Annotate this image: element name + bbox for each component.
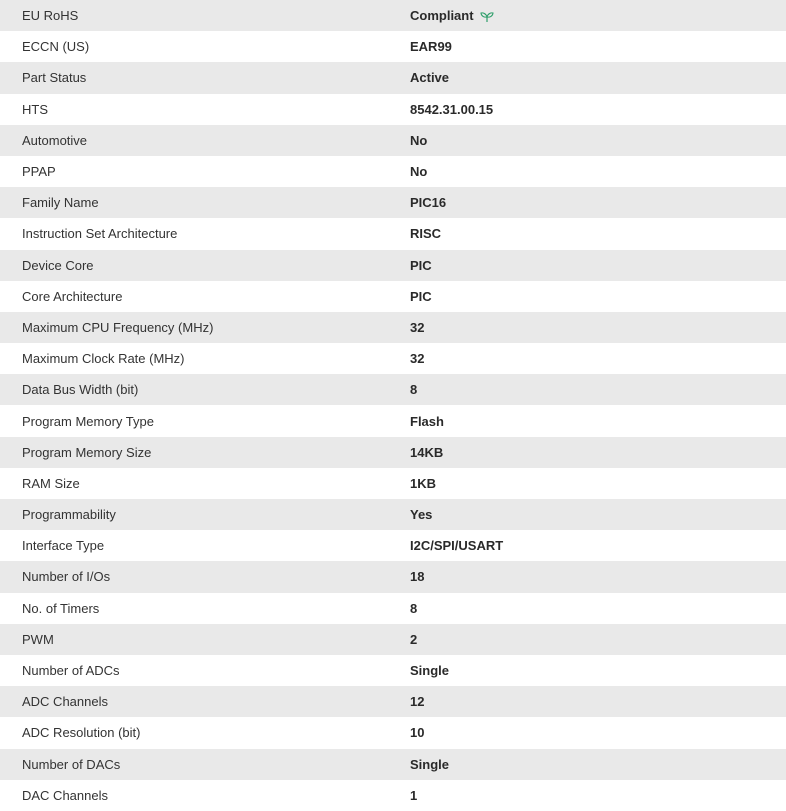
spec-label: RAM Size <box>22 475 80 491</box>
spec-row-core-architecture <box>0 281 786 312</box>
spec-row-ppap <box>0 156 786 187</box>
spec-row-programmability <box>0 499 786 530</box>
spec-row-program-memory-type <box>0 405 786 436</box>
spec-value: 1KB <box>410 475 437 491</box>
spec-row-hts <box>0 94 786 125</box>
spec-value: No <box>410 164 428 180</box>
spec-value: Active <box>410 70 450 86</box>
spec-label: EU RoHS <box>22 8 79 24</box>
spec-label: Automotive <box>22 132 88 148</box>
spec-value: RISC <box>410 226 442 242</box>
spec-value: 10 <box>410 725 425 741</box>
spec-value: Compliant <box>410 8 474 24</box>
spec-label: Instruction Set Architecture <box>22 226 178 242</box>
spec-value: Yes <box>410 507 433 523</box>
spec-row-number-of-ios <box>0 561 786 592</box>
spec-value: 8 <box>410 600 418 616</box>
spec-label: Interface Type <box>22 538 105 554</box>
spec-label: No. of Timers <box>22 600 100 616</box>
spec-row-family-name <box>0 187 786 218</box>
spec-value: 1 <box>410 787 418 803</box>
spec-label: Number of DACs <box>22 756 121 772</box>
spec-row-adc-channels <box>0 686 786 717</box>
spec-value: 2 <box>410 631 418 647</box>
spec-row-number-of-timers <box>0 593 786 624</box>
spec-row-program-memory-size <box>0 437 786 468</box>
spec-label: Part Status <box>22 70 87 86</box>
spec-row-part-status <box>0 62 786 93</box>
spec-value: 8542.31.00.15 <box>410 101 494 117</box>
spec-row-adc-resolution <box>0 717 786 748</box>
spec-row-instruction-set <box>0 218 786 249</box>
spec-label: Number of I/Os <box>22 569 111 585</box>
spec-row-ram-size <box>0 468 786 499</box>
spec-label: ADC Resolution (bit) <box>22 725 141 741</box>
spec-value: 18 <box>410 569 425 585</box>
spec-label: Device Core <box>22 257 94 273</box>
spec-row-device-core <box>0 250 786 281</box>
spec-value: 32 <box>410 351 425 367</box>
leaf-icon <box>480 11 494 23</box>
spec-value: PIC <box>410 257 432 273</box>
spec-label: Family Name <box>22 195 99 211</box>
spec-value: Flash <box>410 413 444 429</box>
spec-label: Program Memory Type <box>22 413 154 429</box>
spec-value: 14KB <box>410 444 444 460</box>
spec-row-eccn <box>0 31 786 62</box>
spec-value: EAR99 <box>410 39 452 55</box>
spec-row-eu-rohs <box>0 0 786 31</box>
spec-label: Data Bus Width (bit) <box>22 382 139 398</box>
spec-label: PWM <box>22 631 54 647</box>
spec-value: Single <box>410 663 450 679</box>
spec-value: 8 <box>410 382 418 398</box>
spec-value: No <box>410 132 428 148</box>
spec-label: Maximum Clock Rate (MHz) <box>22 351 185 367</box>
spec-row-max-cpu-frequency <box>0 312 786 343</box>
spec-label: Programmability <box>22 507 116 523</box>
spec-label: ECCN (US) <box>22 39 90 55</box>
spec-value: 12 <box>410 694 425 710</box>
spec-row-automotive <box>0 125 786 156</box>
spec-label: PPAP <box>22 164 56 180</box>
spec-row-data-bus-width <box>0 374 786 405</box>
spec-value: Single <box>410 756 450 772</box>
spec-row-dac-channels <box>0 780 786 811</box>
spec-row-interface-type <box>0 530 786 561</box>
spec-row-number-of-dacs <box>0 749 786 780</box>
spec-value-cell <box>410 0 786 31</box>
spec-label: DAC Channels <box>22 787 108 803</box>
spec-label: Core Architecture <box>22 288 123 304</box>
spec-label: Maximum CPU Frequency (MHz) <box>22 319 214 335</box>
spec-value: 32 <box>410 319 425 335</box>
spec-value: PIC16 <box>410 195 447 211</box>
spec-label: ADC Channels <box>22 694 108 710</box>
spec-row-number-of-adcs <box>0 655 786 686</box>
spec-label: HTS <box>22 101 48 117</box>
spec-value: I2C/SPI/USART <box>410 538 504 554</box>
spec-label: Number of ADCs <box>22 663 120 679</box>
spec-label: Program Memory Size <box>22 444 152 460</box>
spec-row-max-clock-rate <box>0 343 786 374</box>
spec-row-pwm <box>0 624 786 655</box>
spec-value: PIC <box>410 288 432 304</box>
